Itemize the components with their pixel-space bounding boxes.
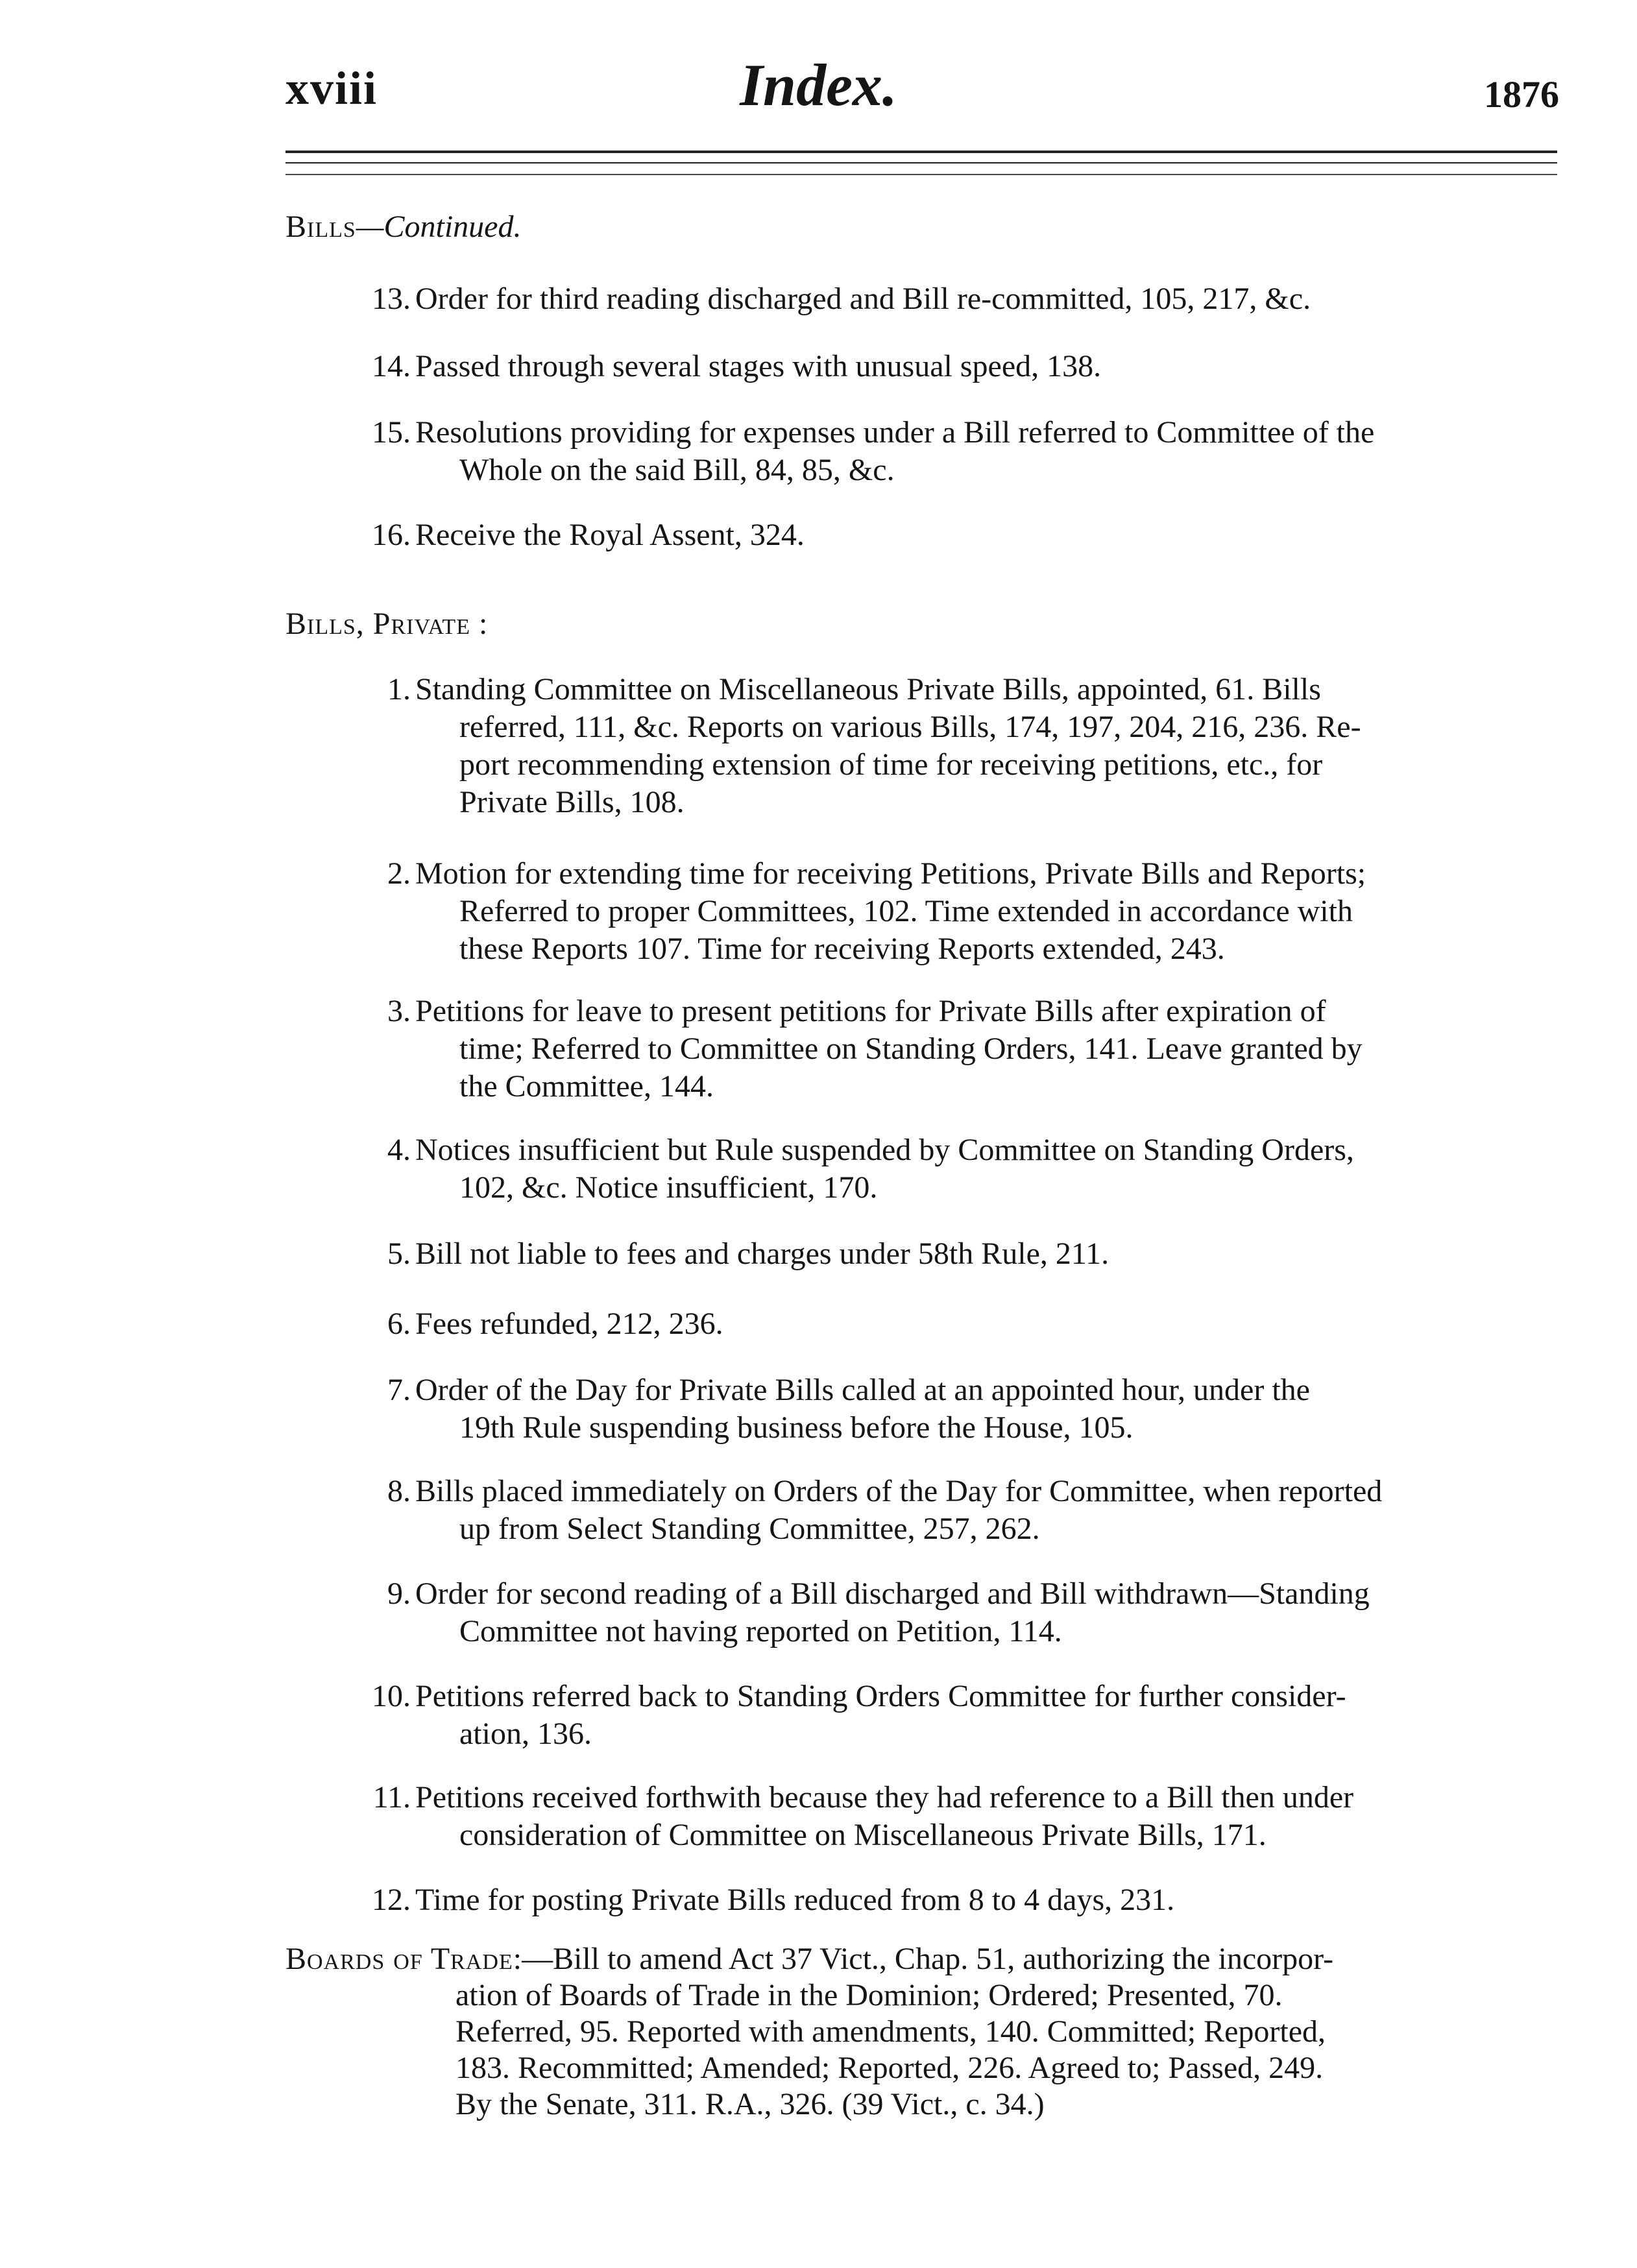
entry-line: 183. Recommitted; Amended; Reported, 226. Agreed to; Passed, 249. xyxy=(455,2051,1324,2085)
entry-number: 13. xyxy=(372,282,411,316)
entry-line: Order of the Day for Private Bills called at an appointed hour, under the xyxy=(415,1373,1310,1407)
entry-text xyxy=(415,1235,1564,1273)
entry-line: Order for third reading discharged and Bill re-committed, 105, 217, &c. xyxy=(415,282,1311,316)
entry-number: 2. xyxy=(387,856,411,891)
entry-number: 3. xyxy=(387,994,411,1028)
section-heading-bills-private: Bills, Private : xyxy=(285,607,489,641)
heading-bills: Bills xyxy=(285,210,356,244)
entry-text xyxy=(415,1678,1564,1753)
entry-line: referred, 111, &c. Reports on various Bills, 174, 197, 204, 216, 236. Re- xyxy=(459,710,1361,744)
entry-line: 19th Rule suspending business before the House, 105. xyxy=(459,1410,1134,1445)
entry-number: 14. xyxy=(372,349,411,383)
entry-line: Committee not having reported on Petition, 114. xyxy=(459,1614,1062,1648)
entry-line: port recommending extension of time for receiving petitions, etc., for xyxy=(459,747,1323,782)
entry-line: Referred to proper Committees, 102. Time extended in accordance with xyxy=(459,894,1353,928)
entry-number: 1. xyxy=(387,672,411,706)
page-number: xviii xyxy=(285,62,378,114)
entry-line: Petitions for leave to present petitions for Private Bills after expiration of xyxy=(415,994,1326,1028)
entry-line: Resolutions providing for expenses under a Bill referred to Committee of the xyxy=(415,415,1375,450)
boards-of-trade-entry xyxy=(285,1941,1570,2123)
entry-line: Fees refunded, 212, 236. xyxy=(415,1307,723,1341)
boards-of-trade-heading: Boards of Trade xyxy=(285,1942,513,1976)
entry-line: Referred, 95. Reported with amendments, 140. Committed; Reported, xyxy=(455,2014,1326,2049)
entry-number: 5. xyxy=(387,1237,411,1271)
entry-line: Order for second reading of a Bill discharged and Bill withdrawn—Standing xyxy=(415,1576,1370,1611)
entry-number: 9. xyxy=(387,1576,411,1611)
entry-line: Private Bills, 108. xyxy=(459,785,685,819)
entry-text xyxy=(415,855,1564,968)
entry-line: Standing Committee on Miscellaneous Private Bills, appointed, 61. Bills xyxy=(415,672,1321,706)
entry-text xyxy=(415,348,1564,385)
entry-text xyxy=(415,516,1564,554)
entry-text xyxy=(415,1131,1564,1207)
entry-line: Petitions referred back to Standing Orders Committee for further consider- xyxy=(415,1679,1346,1713)
entry-line: Bill not liable to fees and charges under 58th Rule, 211. xyxy=(415,1237,1110,1271)
entry-line: Whole on the said Bill, 84, 85, &c. xyxy=(459,453,895,487)
entry-text xyxy=(415,414,1564,489)
entry-text xyxy=(415,993,1564,1105)
entry-number: 15. xyxy=(372,415,411,450)
entry-text xyxy=(415,1371,1564,1447)
year: 1876 xyxy=(1484,73,1559,115)
entry-number: 8. xyxy=(387,1474,411,1508)
entry-line: the Committee, 144. xyxy=(459,1069,714,1104)
entry-line: Passed through several stages with unusual speed, 138. xyxy=(415,349,1102,383)
header-rule xyxy=(285,151,1557,163)
entry-line: these Reports 107. Time for receiving Reports extended, 243. xyxy=(459,932,1225,966)
entry-text xyxy=(415,280,1564,318)
entry-text xyxy=(415,1473,1564,1548)
entry-text xyxy=(415,1305,1564,1343)
entry-number: 16. xyxy=(372,518,411,552)
section-heading-bills-continued xyxy=(285,209,521,245)
entry-line: 102, &c. Notice insufficient, 170. xyxy=(459,1170,878,1205)
entry-text xyxy=(415,1779,1564,1854)
entry-text xyxy=(415,671,1564,821)
entry-line: ation, 136. xyxy=(459,1717,592,1751)
entry-line: Time for posting Private Bills reduced from 8 to 4 days, 231. xyxy=(415,1883,1175,1917)
entry-line: Notices insufficient but Rule suspended by Committee on Standing Orders, xyxy=(415,1133,1354,1167)
entry-number: 4. xyxy=(387,1133,411,1167)
entry-number: 10. xyxy=(372,1679,411,1713)
entry-number: 6. xyxy=(387,1307,411,1341)
entry-line: consideration of Committee on Miscellaneous Private Bills, 171. xyxy=(459,1818,1267,1852)
entry-text xyxy=(415,1881,1564,1919)
header-rule-thin xyxy=(285,174,1557,175)
entry-line: up from Select Standing Committee, 257, 262. xyxy=(459,1512,1040,1546)
running-title: Index. xyxy=(740,52,897,118)
entry-text xyxy=(415,1575,1564,1650)
heading-continued: —Continued. xyxy=(356,210,522,244)
entry-line: Bills placed immediately on Orders of the Day for Committee, when reported xyxy=(415,1474,1383,1508)
entry-line: :—Bill to amend Act 37 Vict., Chap. 51, authorizing the incorpor- xyxy=(513,1942,1334,1976)
entry-line: Motion for extending time for receiving Petitions, Private Bills and Reports; xyxy=(415,856,1366,891)
entry-number: 11. xyxy=(372,1780,411,1815)
entry-line: time; Referred to Committee on Standing Orders, 141. Leave granted by xyxy=(459,1031,1363,1066)
entry-number: 12. xyxy=(372,1883,411,1917)
entry-line: By the Senate, 311. R.A., 326. (39 Vict., c. 34.) xyxy=(455,2087,1045,2121)
entry-number: 7. xyxy=(387,1373,411,1407)
entry-line: ation of Boards of Trade in the Dominion; Ordered; Presented, 70. xyxy=(455,1978,1283,2012)
entry-line: Petitions received forthwith because they had reference to a Bill then under xyxy=(415,1780,1354,1815)
entry-line: Receive the Royal Assent, 324. xyxy=(415,518,805,552)
